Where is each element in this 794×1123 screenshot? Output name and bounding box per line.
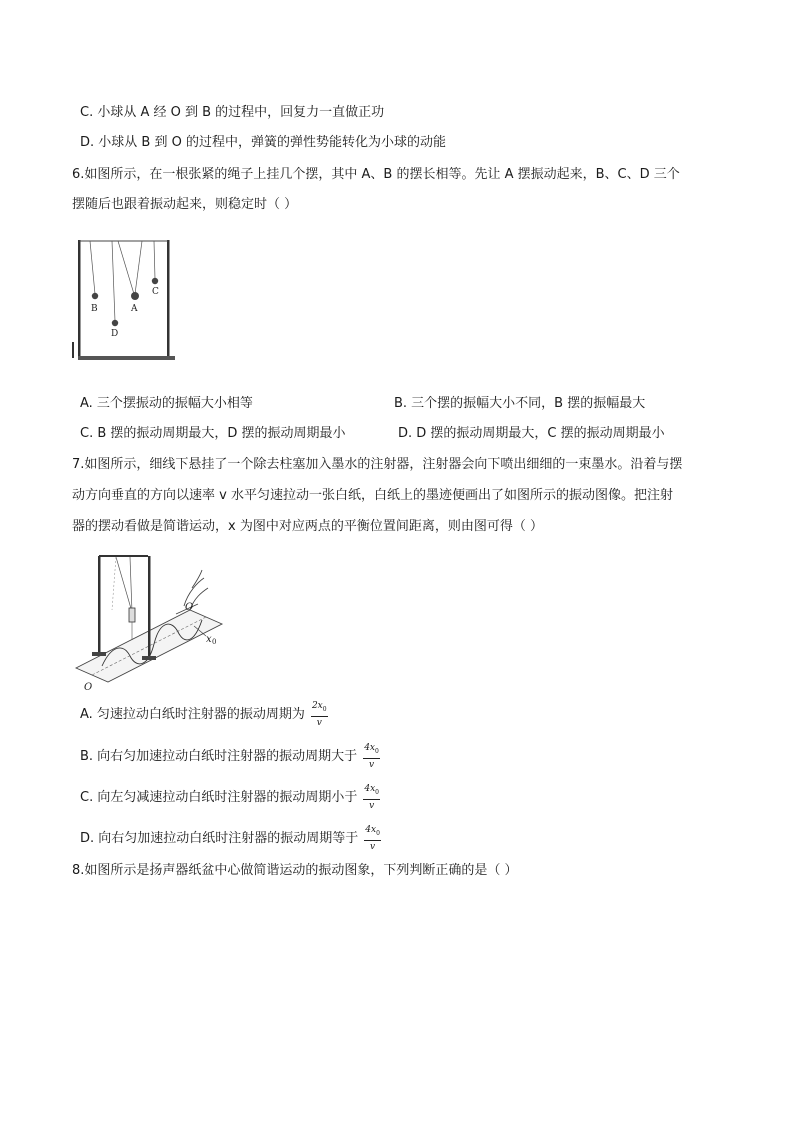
- q6-stem-line2: 摆随后也跟着振动起来，则稳定时（ ）: [72, 197, 298, 212]
- q8-stem: 8.如图所示是扬声器纸盆中心做简谐运动的振动图象，下列判断正确的是（ ）: [72, 863, 518, 878]
- frac-num: 4x: [364, 743, 375, 753]
- q7-option-c-fraction: [363, 784, 380, 811]
- label-x-sub: 0: [212, 638, 217, 646]
- q6-option-d: D. D 摆的振动周期最大，C 摆的振动周期最小: [398, 426, 665, 441]
- q6-option-b: B. 三个摆的振幅大小不同，B 摆的振幅最大: [394, 396, 646, 411]
- q7-option-d-text: D. 向右匀加速拉动白纸时注射器的振动周期等于: [80, 830, 359, 846]
- q6-option-c: C. B 摆的振动周期最大，D 摆的振动周期最小: [80, 426, 346, 441]
- q7-option-a: [80, 701, 328, 728]
- q7-option-a-fraction: [311, 701, 328, 728]
- frac-sub: 0: [375, 747, 379, 755]
- q7-option-b-fraction: [363, 743, 380, 770]
- q7-option-a-text: A. 匀速拉动白纸时注射器的振动周期为: [80, 706, 305, 722]
- q7-option-d-fraction: [364, 825, 381, 852]
- frac-num: 4x: [364, 784, 376, 794]
- q7-syringe-figure: [72, 548, 224, 693]
- q5-option-c: C. 小球从 A 经 O 到 B 的过程中，回复力一直做正功: [80, 105, 385, 120]
- frac-den: v: [370, 841, 376, 852]
- q7-option-b-text: B. 向右匀加速拉动白纸时注射器的振动周期大于: [80, 748, 358, 764]
- label-o-bottom: O: [84, 682, 93, 693]
- q7-option-c-text: C. 向左匀减速拉动白纸时注射器的振动周期小于: [80, 789, 358, 805]
- frac-den: v: [368, 759, 375, 770]
- q6-option-a: A. 三个摆振动的振幅大小相等: [80, 396, 253, 411]
- frac-den: v: [369, 800, 375, 811]
- q7-stem-line2: 动方向垂直的方向以速率 v 水平匀速拉动一张白纸，白纸上的墨迹便画出了如图所示的振动图像。把注射: [72, 488, 673, 503]
- frac-num: 2x: [311, 701, 323, 711]
- frac-num: 4x: [365, 825, 377, 835]
- label-a: A: [131, 304, 138, 314]
- q7-stem-line1: 7.如图所示，细线下悬挂了一个除去柱塞加入墨水的注射器，注射器会向下喷出细细的一束墨水。沿着与摆: [72, 457, 683, 472]
- label-b: B: [91, 304, 98, 314]
- q6-pendulum-figure: [72, 236, 182, 364]
- q6-stem-line1: 6.如图所示，在一根张紧的绳子上挂几个摆，其中 A、B 的摆长相等。先让 A 摆振动起来，B、C、D 三个: [72, 167, 680, 182]
- q7-option-d: [80, 825, 381, 852]
- frac-den: v: [316, 717, 322, 728]
- label-o-top: O: [185, 602, 194, 613]
- label-d: D: [111, 329, 119, 339]
- frac-sub: 0: [376, 829, 380, 837]
- q5-option-d: D. 小球从 B 到 O 的过程中，弹簧的弹性势能转化为小球的动能: [80, 135, 446, 150]
- q7-option-b: [80, 743, 380, 770]
- q7-stem-line3: 器的摆动看做是简谐运动，x 为图中对应两点的平衡位置间距离，则由图可得（ ）: [72, 519, 543, 534]
- frac-sub: 0: [322, 705, 327, 713]
- frac-sub: 0: [375, 788, 379, 796]
- label-c: C: [152, 287, 159, 297]
- q7-option-c: [80, 784, 380, 811]
- label-x: x: [206, 634, 212, 645]
